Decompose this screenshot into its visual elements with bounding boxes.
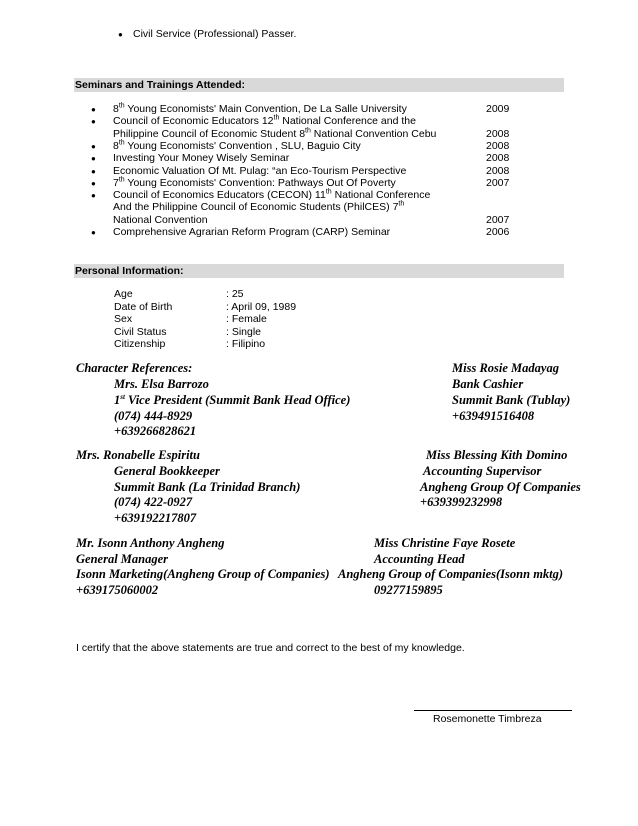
personal-info-label: Sex [114, 313, 133, 325]
ref4-title: Accounting Supervisor [423, 464, 542, 478]
ref2-title: Bank Cashier [452, 377, 524, 391]
ref1-name: Mrs. Elsa Barrozo [114, 377, 209, 391]
ref3-company: Summit Bank (La Trinidad Branch) [114, 480, 301, 494]
signature-line [414, 710, 572, 711]
seminar-text: Philippine Council of Economic Student 8th National Convention Cebu [113, 127, 437, 140]
bullet-icon: ● [91, 105, 96, 114]
ref4-mobile: +639399232998 [420, 495, 503, 509]
seminar-year: 2008 [486, 164, 510, 177]
ref3-name: Mrs. Ronabelle Espiritu [76, 448, 200, 462]
personal-info-value: : Female [226, 313, 267, 325]
seminar-text: Economic Valuation Of Mt. Pulag: “an Eco-Tourism Perspective [113, 164, 407, 177]
bullet-icon: ● [91, 117, 96, 127]
ref6-company: Angheng Group of Companies(Isonn mktg) [338, 567, 564, 581]
seminar-text: Comprehensive Agrarian Reform Program (CARP) Seminar [113, 226, 391, 238]
ref3-mobile: +639192217807 [114, 511, 197, 525]
seminar-year: 2007 [486, 176, 510, 189]
personal-info-value: : 25 [226, 288, 244, 300]
seminars-heading: Seminars and Trainings Attended: [74, 78, 564, 92]
seminar-year: 2008 [486, 127, 510, 140]
ref6-title: Accounting Head [374, 552, 465, 566]
bullet-icon: ● [118, 30, 123, 39]
ref1-phone: (074) 444-8929 [114, 409, 193, 423]
ref1-mobile: +639266828621 [114, 424, 197, 438]
personal-info-label: Age [114, 288, 133, 300]
personal-info-value: : Single [226, 325, 262, 338]
bullet-icon: ● [91, 166, 96, 176]
ref2-company: Summit Bank (Tublay) [452, 393, 571, 407]
personal-info-value: : April 09, 1989 [226, 300, 297, 313]
ref5-mobile: +639175060002 [76, 583, 159, 597]
ref2-name: Miss Rosie Madayag [452, 361, 559, 375]
seminar-year: 2007 [486, 213, 510, 226]
seminar-text: 7th Young Economists' Convention: Pathways Out Of Poverty [113, 176, 396, 189]
ref4-name: Miss Blessing Kith Domino [426, 448, 568, 462]
bullet-icon: ● [91, 154, 96, 164]
personal-info-heading: Personal Information: [74, 264, 564, 278]
seminar-year: 2006 [486, 226, 510, 238]
seminar-text: Council of Economics Educators (CECON) 11th National Conference [113, 188, 431, 202]
eligibility-item: Civil Service (Professional) Passer. [133, 28, 297, 40]
ref6-name: Miss Christine Faye Rosete [374, 536, 516, 550]
personal-info-label: Citizenship [114, 338, 166, 350]
seminar-text: 8th Young Economists' Convention , SLU, Baguio City [113, 139, 361, 152]
personal-info-label: Civil Status [114, 325, 167, 338]
seminar-year: 2009 [486, 103, 510, 115]
personal-info-value: : Filipino [226, 338, 266, 350]
ref5-name: Mr. Isonn Anthony Angheng [76, 536, 225, 550]
bullet-icon: ● [91, 178, 96, 188]
ref2-mobile: +639491516408 [452, 409, 535, 423]
seminar-text: Council of Economic Educators 12th National Conference and the [113, 114, 416, 128]
ref5-title: General Manager [76, 552, 169, 566]
ref1-title: 1st Vice President (Summit Bank Head Office) [114, 392, 351, 407]
signatory-name: Rosemonette Timbreza [433, 713, 542, 725]
ref5-company: Isonn Marketing(Angheng Group of Companies) [76, 567, 330, 581]
references-heading: Character References: [76, 361, 193, 375]
certification-statement: I certify that the above statements are true and correct to the best of my knowledge. [76, 642, 465, 654]
seminar-text: And the Philippine Council of Economic Students (PhilCES) 7th [113, 200, 405, 214]
bullet-icon: ● [91, 191, 96, 201]
personal-info-label: Date of Birth [114, 300, 173, 313]
ref3-title: General Bookkeeper [114, 464, 220, 478]
ref4-company: Angheng Group Of Companies [420, 480, 581, 494]
bullet-icon: ● [91, 228, 96, 237]
ref3-phone: (074) 422-0927 [114, 495, 193, 509]
seminar-text: National Convention [113, 213, 208, 226]
seminar-year: 2008 [486, 139, 510, 152]
seminar-year: 2008 [486, 152, 510, 165]
seminar-text: 8th Young Economists' Main Convention, De La Salle University [113, 102, 407, 115]
seminar-text: Investing Your Money Wisely Seminar [113, 152, 290, 165]
ref6-mobile: 09277159895 [374, 583, 443, 597]
bullet-icon: ● [91, 141, 96, 151]
